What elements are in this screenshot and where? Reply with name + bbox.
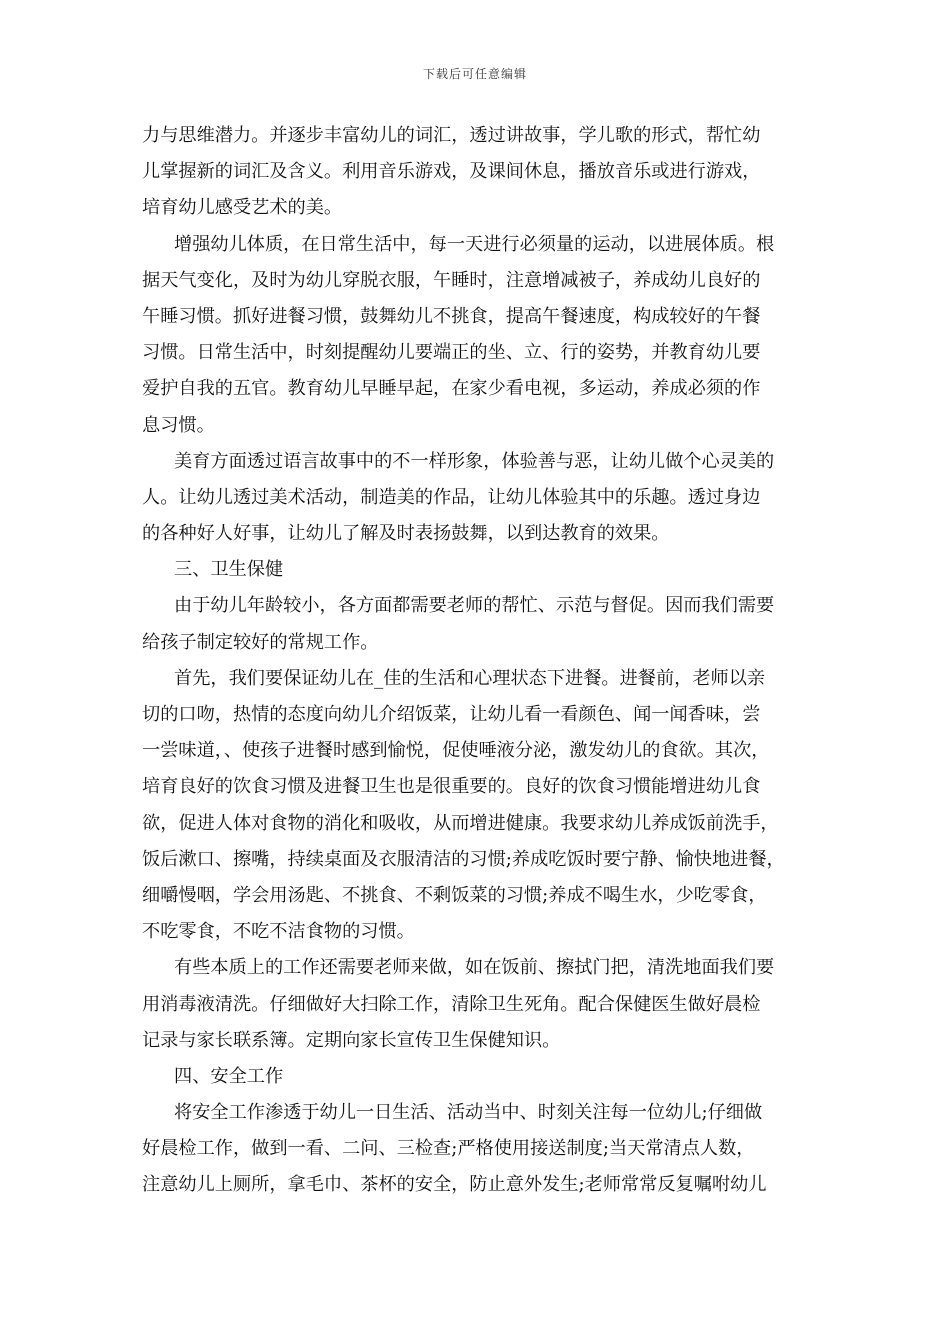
text-line: 好晨检工作，做到一看、二问、三检查;严格使用接送制度;当天常清点人数， [142, 1138, 755, 1160]
text-line: 记录与家长联系簿。定期向家长宣传卫生保健知识。 [142, 1029, 561, 1051]
text-line: 培育幼儿感受艺术的美。 [142, 197, 343, 219]
text-line: 细嚼慢咽，学会用汤匙、不挑食、不剩饭菜的习惯;养成不喝生水，少吃零食， [142, 884, 767, 906]
text-line: 注意幼儿上厕所，拿毛巾、茶杯的安全，防止意外发生;老师常常反复嘱咐幼儿 [142, 1174, 767, 1196]
text-line: 美育方面透过语言故事中的不一样形象，体验善与恶，让幼儿做个心灵美的 [174, 450, 775, 472]
text-line: 有些本质上的工作还需要老师来做，如在饭前、擦拭门把，清洗地面我们要 [174, 957, 775, 979]
text-line: 一尝味道，、使孩子进餐时感到愉悦，促使唾液分泌，激发幼儿的食欲。其次， [142, 740, 770, 762]
text-line: 培育良好的饮食习惯及进餐卫生也是很重要的。良好的饮食习惯能增进幼儿食 [142, 776, 761, 798]
text-line: 人。让幼儿透过美术活动，制造美的作品，让幼儿体验其中的乐趣。透过身边 [142, 486, 761, 508]
text-line: 用消毒液清洗。仔细做好大扫除工作，清除卫生死角。配合保健医生做好晨检 [142, 993, 761, 1015]
text-line: 的各种好人好事，让幼儿了解及时表扬鼓舞，以到达教育的效果。 [142, 523, 670, 545]
text-line: 儿掌握新的词汇及含义。利用音乐游戏，及课间休息，播放音乐或进行游戏， [142, 161, 761, 183]
text-line: 据天气变化，及时为幼儿穿脱衣服，午睡时，注意增减被子，养成幼儿良好的 [142, 269, 761, 291]
text-line: 力与思维潜力。并逐步丰富幼儿的词汇，透过讲故事，学儿歌的形式，帮忙幼 [142, 125, 761, 146]
text-line: 首先，我们要保证幼儿在_佳的生活和心理状态下进餐。进餐前，老师以亲 [174, 667, 766, 689]
text-line: 给孩子制定较好的常规工作。 [142, 631, 379, 653]
text-line: 三、卫生保健 [174, 559, 284, 581]
text-line: 增强幼儿体质，在日常生活中，每一天进行必须量的运动，以进展体质。根 [174, 233, 775, 255]
text-line: 饭后漱口、擦嘴，持续桌面及衣服清洁的习惯;养成吃饭时要宁静、愉快地进餐， [142, 848, 785, 870]
text-line: 午睡习惯。抓好进餐习惯，鼓舞幼儿不挑食，提高午餐速度，构成较好的午餐 [142, 305, 761, 327]
text-line: 欲，促进人体对食物的消化和吸收，从而增进健康。我要求幼儿养成饭前洗手， [142, 812, 779, 834]
text-line: 切的口吻，热情的态度向幼儿介绍饭菜，让幼儿看一看颜色、闻一闻香味，尝 [142, 704, 761, 725]
document-body [142, 118, 810, 1204]
text-line: 不吃零食，不吃不洁食物的习惯。 [142, 921, 415, 943]
text-line: 四、安全工作 [174, 1065, 284, 1087]
text-line: 息习惯。 [142, 414, 215, 436]
text-line: 爱护自我的五官。教育幼儿早睡早起，在家少看电视，多运动，养成必须的作 [142, 378, 761, 400]
text-line: 将安全工作渗透于幼儿一日生活、活动当中、时刻关注每一位幼儿;仔细做 [174, 1102, 763, 1124]
text-line: 习惯。日常生活中，时刻提醒幼儿要端正的坐、立、行的姿势，并教育幼儿要 [142, 342, 761, 364]
page-header: 下载后可任意编辑 [422, 67, 527, 81]
text-line: 由于幼儿年龄较小，各方面都需要老师的帮忙、示范与督促。因而我们需要 [174, 595, 775, 617]
